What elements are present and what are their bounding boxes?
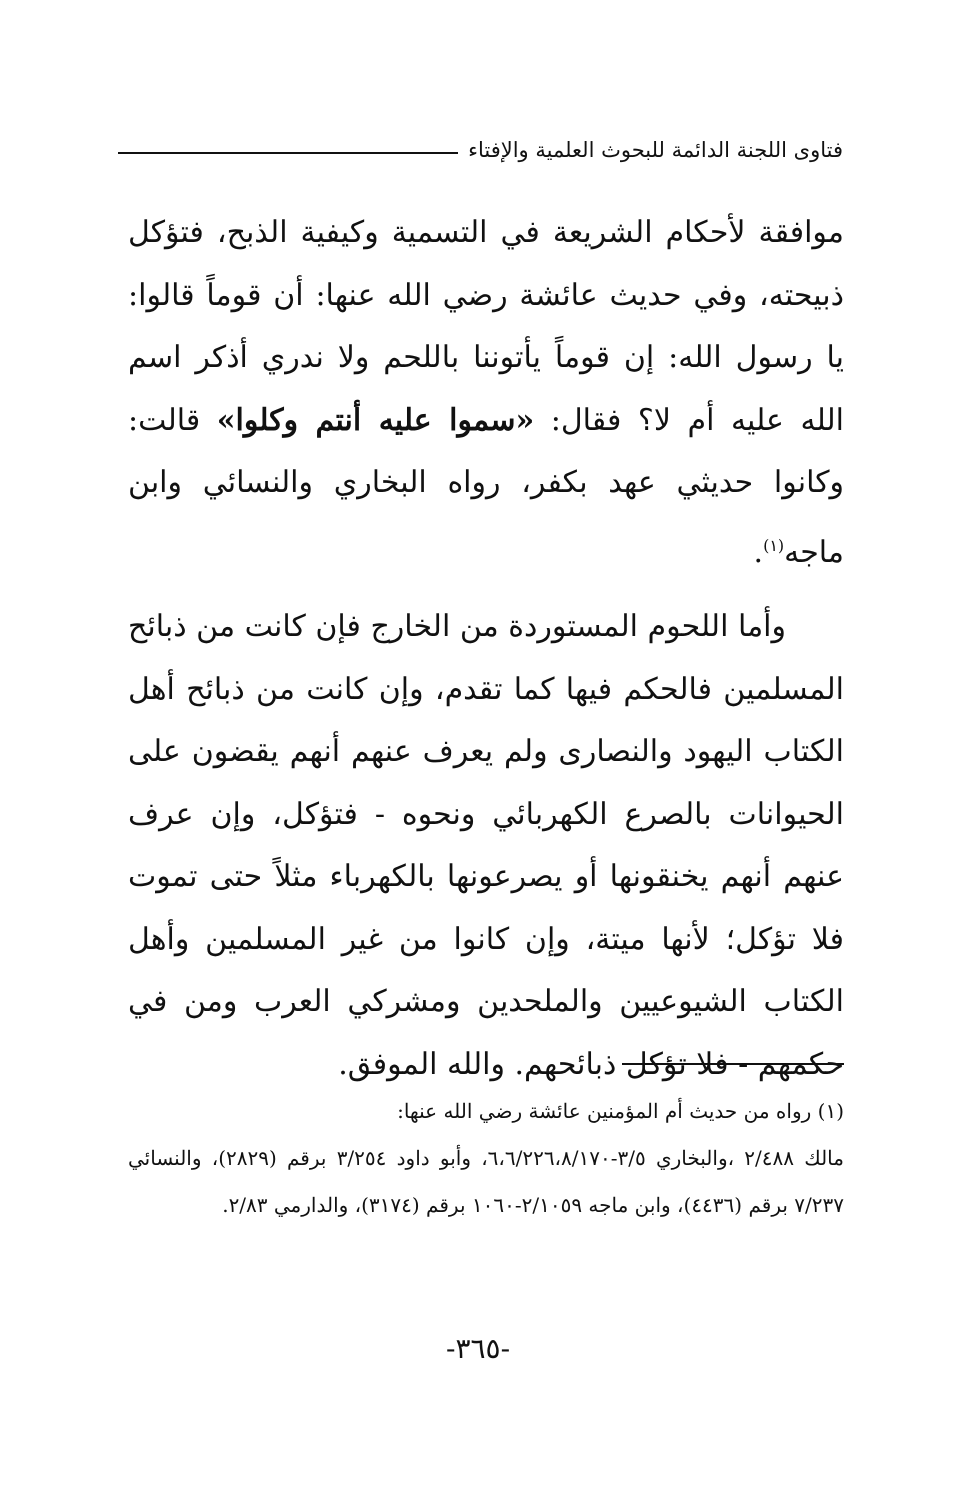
footnote-reference: (١)	[763, 535, 785, 555]
footnote-1-intro: (١) رواه من حديث أم المؤمنين عائشة رضي الله عنها:	[397, 1099, 844, 1123]
main-text	[128, 202, 844, 1096]
running-header-title: فتاوى اللجنة الدائمة للبحوث العلمية والإفتاء	[468, 138, 843, 162]
paragraph-2: وأما اللحوم المستوردة من الخارج فإن كانت من ذبائح المسلمين فالحكم فيها كما تقدم، وإن كانت من ذبائح أهل الكتاب اليهود والنصارى ولم يعرف عنهم أنهم يقضون على الحيوانات بالصرع الكهربائي ونحوه - فتؤكل، وإن عرف عنهم أنهم يخنقونها أو يصرعونها بالكهرباء مثلاً حتى تموت فلا تؤكل؛ لأنها ميتة، وإن كانوا من غير المسلمين وأهل الكتاب الشيوعيين والملحدين ومشركي العرب ومن في حكمهم - فلا تؤكل ذبائحهم. والله الموفق.	[128, 609, 844, 1082]
paragraph-1-text: موافقة لأحكام الشريعة في التسمية وكيفية الذبح، فتؤكل ذبيحته، وفي حديث عائشة رضي الله عنها: أن قوماً قالوا: يا رسول الله: إن قوماً يأتوننا باللحم ولا ندري أذكر اسم الله عليه أم لا؟ فقال:	[128, 215, 844, 438]
header-rule	[118, 152, 458, 154]
paragraph-1	[128, 202, 844, 584]
paragraph-1-text-continued: قالت: وكانوا حديثي عهد بكفر، رواه البخاري والنسائي وابن ماجه	[128, 402, 844, 570]
footnotes	[128, 1088, 844, 1229]
hadith-quote: «سموا عليه أنتم وكلوا»	[216, 402, 535, 438]
running-header	[118, 138, 843, 162]
paragraph-1-end: .	[753, 534, 764, 570]
footnote-1-citations: مالك ٢/٤٨٨ ،والبخاري ٣/٥-٦،٦/٢٢٦،٨/١٧٠، وأبو داود ٣/٢٥٤ برقم (٢٨٢٩)، والنسائي ٧/٢٣٧ برقم (٤٤٣٦)، وابن ماجه ٢/١٠٥٩-١٠٦٠ برقم (٣١٧٤)، والدارمي ٢/٨٣.	[128, 1146, 844, 1217]
page-number: -٣٦٥-	[445, 1332, 511, 1365]
footnote-separator	[622, 1063, 844, 1065]
